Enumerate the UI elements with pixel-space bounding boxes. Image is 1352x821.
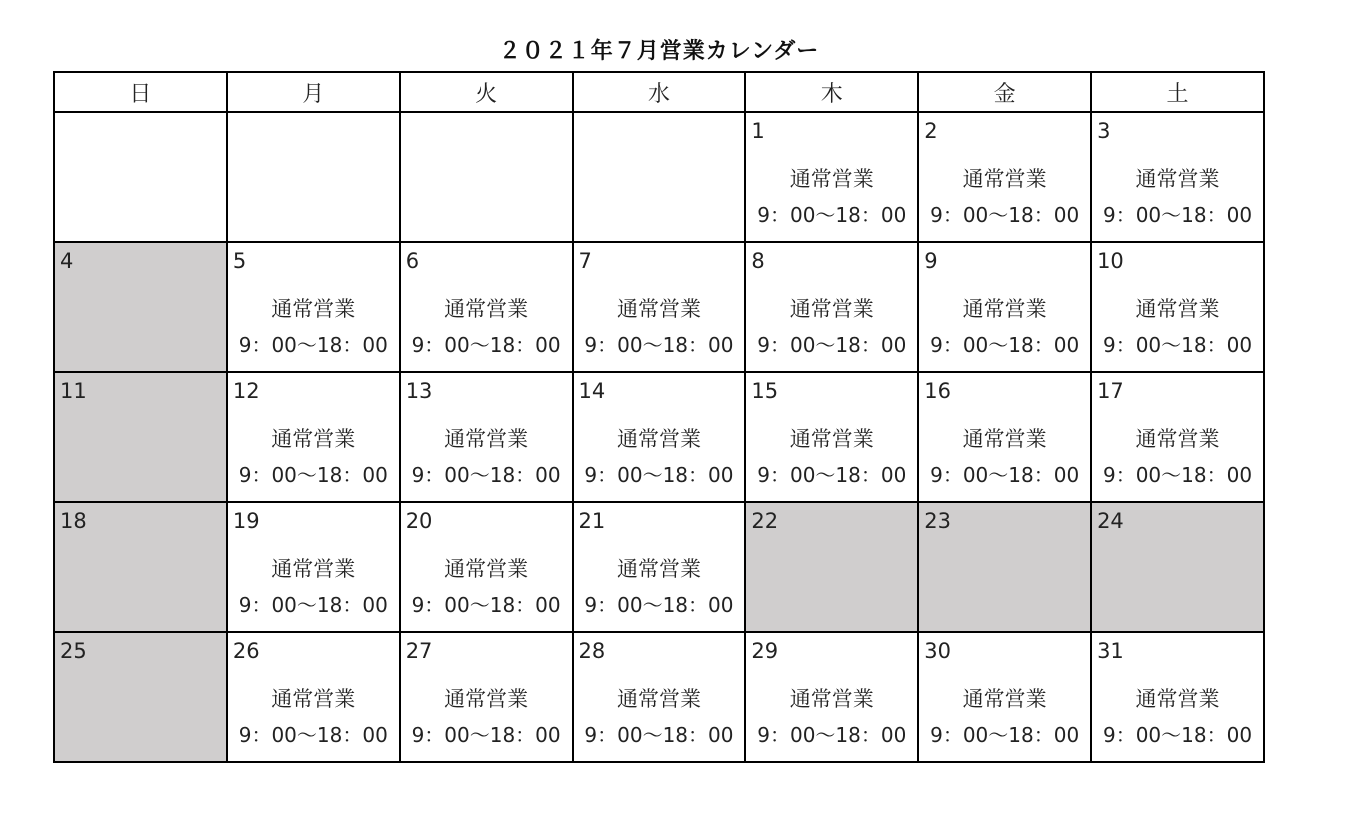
day-number: 14 — [578, 379, 606, 403]
business-hours: 9：00～18：00 — [411, 333, 561, 357]
day-number: 16 — [924, 379, 951, 403]
business-hours: 9：00～18：00 — [1102, 203, 1253, 227]
business-hours: 9：00～18：00 — [238, 723, 388, 747]
day-number: 11 — [60, 379, 87, 403]
business-status-label: 通常営業 — [444, 687, 529, 711]
business-status-label: 通常営業 — [962, 297, 1047, 321]
weekday-header-wed: 水 — [573, 72, 746, 112]
day-number: 26 — [232, 639, 260, 663]
business-hours: 9：00～18：00 — [411, 593, 561, 617]
calendar-day-open — [918, 112, 1091, 242]
business-hours: 9：00～18：00 — [411, 463, 561, 487]
business-status-label: 通常営業 — [962, 167, 1047, 191]
calendar-day-open — [400, 632, 573, 762]
day-number: 27 — [405, 639, 433, 663]
business-hours: 9：00～18：00 — [757, 203, 907, 227]
day-number: 20 — [405, 509, 433, 533]
day-number: 13 — [405, 379, 433, 403]
business-status-label: 通常営業 — [444, 557, 529, 581]
calendar-day-open — [573, 242, 746, 372]
calendar-day-closed — [1091, 502, 1264, 632]
weekday-header-thu: 木 — [745, 72, 918, 112]
business-hours: 9：00～18：00 — [584, 723, 734, 747]
day-number: 1 — [751, 119, 765, 143]
calendar-day-open — [918, 372, 1091, 502]
calendar-day-open — [400, 502, 573, 632]
calendar-week-row — [54, 502, 1264, 632]
weekday-header-row — [54, 72, 1264, 112]
business-status-label: 通常営業 — [616, 427, 701, 451]
day-number: 31 — [1097, 639, 1124, 663]
day-number: 5 — [232, 249, 247, 273]
business-status-label: 通常営業 — [271, 687, 356, 711]
calendar-day-open — [227, 372, 400, 502]
business-status-label: 通常営業 — [616, 557, 701, 581]
day-number: 7 — [578, 249, 592, 273]
business-status-label: 通常営業 — [616, 687, 701, 711]
business-hours: 9：00～18：00 — [930, 203, 1080, 227]
calendar-week-row — [54, 112, 1264, 242]
calendar-day-open — [745, 632, 918, 762]
business-hours: 9：00～18：00 — [238, 463, 388, 487]
calendar-day-open — [227, 242, 400, 372]
calendar-day-closed — [54, 372, 227, 502]
calendar-empty-cell — [54, 112, 227, 242]
day-number: 21 — [578, 509, 606, 533]
business-status-label: 通常営業 — [962, 687, 1047, 711]
calendar-week-row — [54, 242, 1264, 372]
business-status-label: 通常営業 — [1135, 427, 1220, 451]
day-number: 8 — [751, 249, 765, 273]
calendar-day-open — [918, 632, 1091, 762]
day-number: 18 — [60, 509, 87, 533]
calendar-body — [54, 112, 1264, 762]
business-hours: 9：00～18：00 — [930, 333, 1080, 357]
calendar-day-open — [1091, 112, 1264, 242]
calendar-table — [53, 71, 1265, 763]
day-number: 22 — [751, 509, 779, 533]
business-status-label: 通常営業 — [271, 427, 356, 451]
day-number: 24 — [1097, 509, 1124, 533]
calendar-day-closed — [54, 632, 227, 762]
business-hours: 9：00～18：00 — [584, 463, 734, 487]
day-number: 25 — [60, 639, 87, 663]
calendar-day-open — [573, 372, 746, 502]
business-status-label: 通常営業 — [962, 427, 1047, 451]
business-hours: 9：00～18：00 — [238, 333, 388, 357]
day-number: 4 — [60, 249, 74, 273]
day-number: 17 — [1097, 379, 1124, 403]
business-status-label: 通常営業 — [271, 557, 356, 581]
calendar-empty-cell — [573, 112, 746, 242]
business-hours: 9：00～18：00 — [1102, 333, 1253, 357]
business-hours: 9：00～18：00 — [1102, 723, 1253, 747]
calendar-week-row — [54, 632, 1264, 762]
business-hours: 9：00～18：00 — [757, 333, 907, 357]
business-status-label: 通常営業 — [616, 297, 701, 321]
business-hours: 9：00～18：00 — [584, 593, 734, 617]
weekday-header-mon: 月 — [227, 72, 400, 112]
business-hours: 9：00～18：00 — [930, 723, 1080, 747]
calendar-day-closed — [54, 242, 227, 372]
calendar-day-open — [227, 502, 400, 632]
business-status-label: 通常営業 — [789, 427, 874, 451]
calendar-day-open — [227, 632, 400, 762]
calendar-day-closed — [54, 502, 227, 632]
day-number: 19 — [232, 509, 260, 533]
business-status-label: 通常営業 — [789, 167, 874, 191]
business-status-label: 通常営業 — [271, 297, 356, 321]
business-hours: 9：00～18：00 — [757, 723, 907, 747]
business-hours: 9：00～18：00 — [411, 723, 561, 747]
day-number: 3 — [1097, 119, 1111, 143]
calendar-empty-cell — [227, 112, 400, 242]
business-status-label: 通常営業 — [444, 427, 529, 451]
calendar-day-open — [745, 242, 918, 372]
weekday-header-tue: 火 — [400, 72, 573, 112]
day-number: 2 — [924, 119, 938, 143]
weekday-header-sun: 日 — [54, 72, 227, 112]
day-number: 6 — [405, 249, 420, 273]
calendar-day-closed — [918, 502, 1091, 632]
business-hours: 9：00～18：00 — [238, 593, 388, 617]
day-number: 29 — [751, 639, 779, 663]
calendar-day-closed — [745, 502, 918, 632]
calendar-week-row — [54, 372, 1264, 502]
business-status-label: 通常営業 — [1135, 297, 1220, 321]
business-hours: 9：00～18：00 — [584, 333, 734, 357]
calendar-day-open — [1091, 632, 1264, 762]
calendar-day-open — [400, 372, 573, 502]
business-status-label: 通常営業 — [1135, 167, 1220, 191]
day-number: 23 — [924, 509, 951, 533]
day-number: 10 — [1097, 249, 1124, 273]
calendar-day-open — [918, 242, 1091, 372]
day-number: 9 — [924, 249, 938, 273]
weekday-header-sat: 土 — [1091, 72, 1264, 112]
calendar-day-open — [745, 372, 918, 502]
business-hours: 9：00～18：00 — [1102, 463, 1253, 487]
business-status-label: 通常営業 — [789, 687, 874, 711]
business-status-label: 通常営業 — [789, 297, 874, 321]
day-number: 30 — [924, 639, 951, 663]
calendar-day-open — [400, 242, 573, 372]
calendar-empty-cell — [400, 112, 573, 242]
day-number: 28 — [578, 639, 606, 663]
calendar-day-open — [573, 632, 746, 762]
business-hours: 9：00～18：00 — [930, 463, 1080, 487]
calendar-day-open — [1091, 242, 1264, 372]
calendar-day-open — [745, 112, 918, 242]
business-hours: 9：00～18：00 — [757, 463, 907, 487]
weekday-header-fri: 金 — [918, 72, 1091, 112]
business-status-label: 通常営業 — [444, 297, 529, 321]
calendar-title: ２０２１年７月営業カレンダー — [498, 39, 820, 64]
day-number: 12 — [232, 379, 260, 403]
calendar-day-open — [1091, 372, 1264, 502]
calendar-day-open — [573, 502, 746, 632]
business-status-label: 通常営業 — [1135, 687, 1220, 711]
day-number: 15 — [751, 379, 779, 403]
